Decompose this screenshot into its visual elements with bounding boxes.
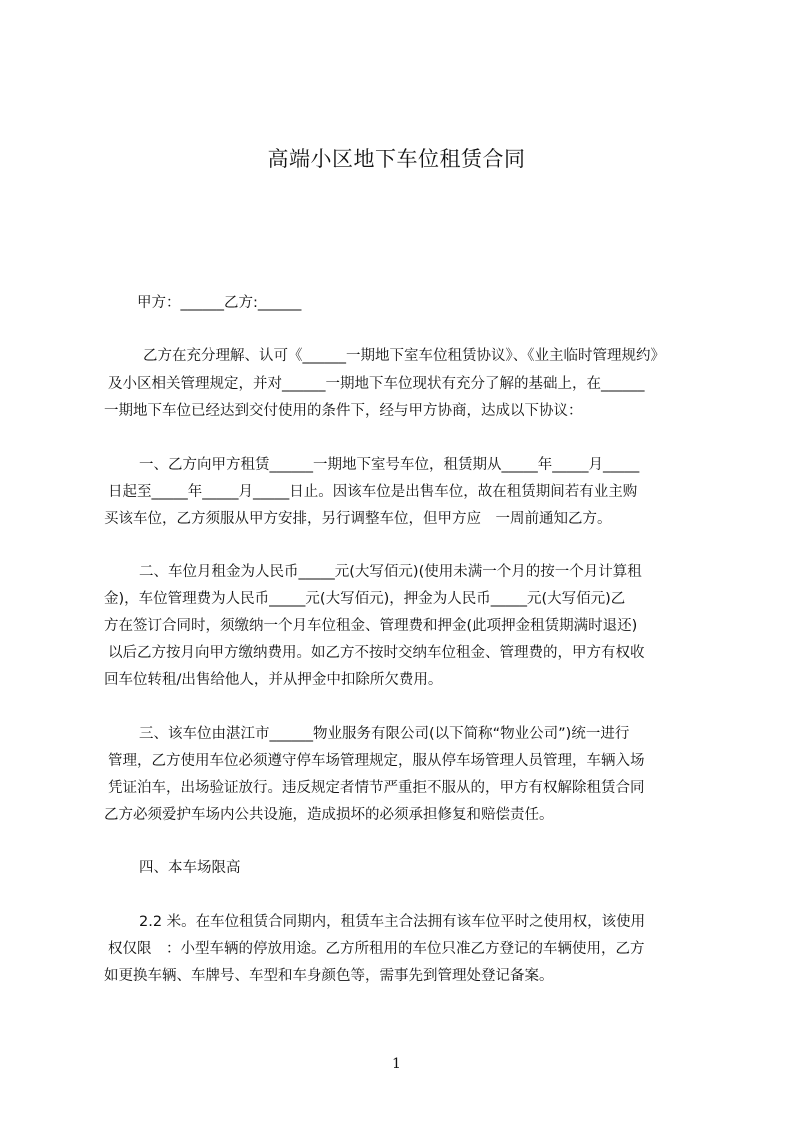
- clause-2-line: 以后乙方按月向甲方缴纳费用。如乙方不按时交纳车位租金、管理费的，甲方有权收: [108, 645, 645, 661]
- clause-4-line: 如更换车辆、车牌号、车型和车身颜色等，需事先到管理处登记备案。: [104, 968, 554, 984]
- clause-2-line: 方在签订合同时，须缴纳一个月车位租金、管理费和押金(此项押金租赁期满时退还): [104, 618, 638, 634]
- clause-3-line: 三、该车位由湛江市______物业服务有限公司(以下简称“物业公司”)统一进行: [139, 726, 630, 742]
- clause-3-line: 管理，乙方使用车位必须遵守停车场管理规定，服从停车场管理人员管理，车辆入场: [108, 753, 645, 769]
- clause-2-line: 回车位转租/出售给他人，并从押金中扣除所欠费用。: [104, 672, 443, 688]
- clause-4-line: 权仅限 ：小型车辆的停放用途。乙方所租用的车位只准乙方登记的车辆使用，乙方: [108, 941, 645, 957]
- clause-1-line: 日起至_____年_____月_____日止。因该车位是出售车位，故在租赁期间若有业主购: [108, 484, 638, 500]
- page-number: 1: [392, 1056, 401, 1072]
- document-title: 高端小区地下车位租赁合同: [267, 147, 526, 171]
- intro-line: 一期地下车位已经达到交付使用的条件下，经与甲方协商，达成以下协议：: [104, 403, 583, 419]
- clause-1-line: 一、乙方向甲方租赁______一期地下室号车位，租赁期从_____年_____月_____: [139, 457, 640, 473]
- intro-line: 及小区相关管理规定，并对______一期地下车位现状有充分了解的基础上，在______: [108, 376, 645, 392]
- clause-4-heading: 四、本车场限高: [139, 860, 241, 876]
- intro-line: 乙方在充分理解、认可《______一期地下室车位租赁协议》、《业主临时管理规约》: [143, 348, 665, 364]
- clause-2-line: 二、车位月租金为人民币_____元(大写佰元)(使用未满一个月的按一个月计算租: [139, 564, 642, 580]
- parties-line: 甲方：______乙方:______: [137, 295, 302, 311]
- clause-3-line: 凭证泊车，出场验证放行。违反规定者情节严重拒不服从的，甲方有权解除租赁合同: [108, 780, 645, 796]
- clause-1-line: 买该车位，乙方须服从甲方安排，另行调整车位，但甲方应 一周前通知乙方。: [104, 511, 612, 527]
- clause-4-line: 2.2 米。在车位租赁合同期内，租赁车主合法拥有该车位平时之使用权，该使用: [139, 914, 646, 930]
- clause-3-line: 乙方必须爱护车场内公共设施，造成损坏的必须承担修复和赔偿责任。: [104, 807, 554, 823]
- clause-2-line: 金)，车位管理费为人民币_____元(大写佰元)，押金为人民币_____元(大写佰元)乙: [104, 591, 626, 607]
